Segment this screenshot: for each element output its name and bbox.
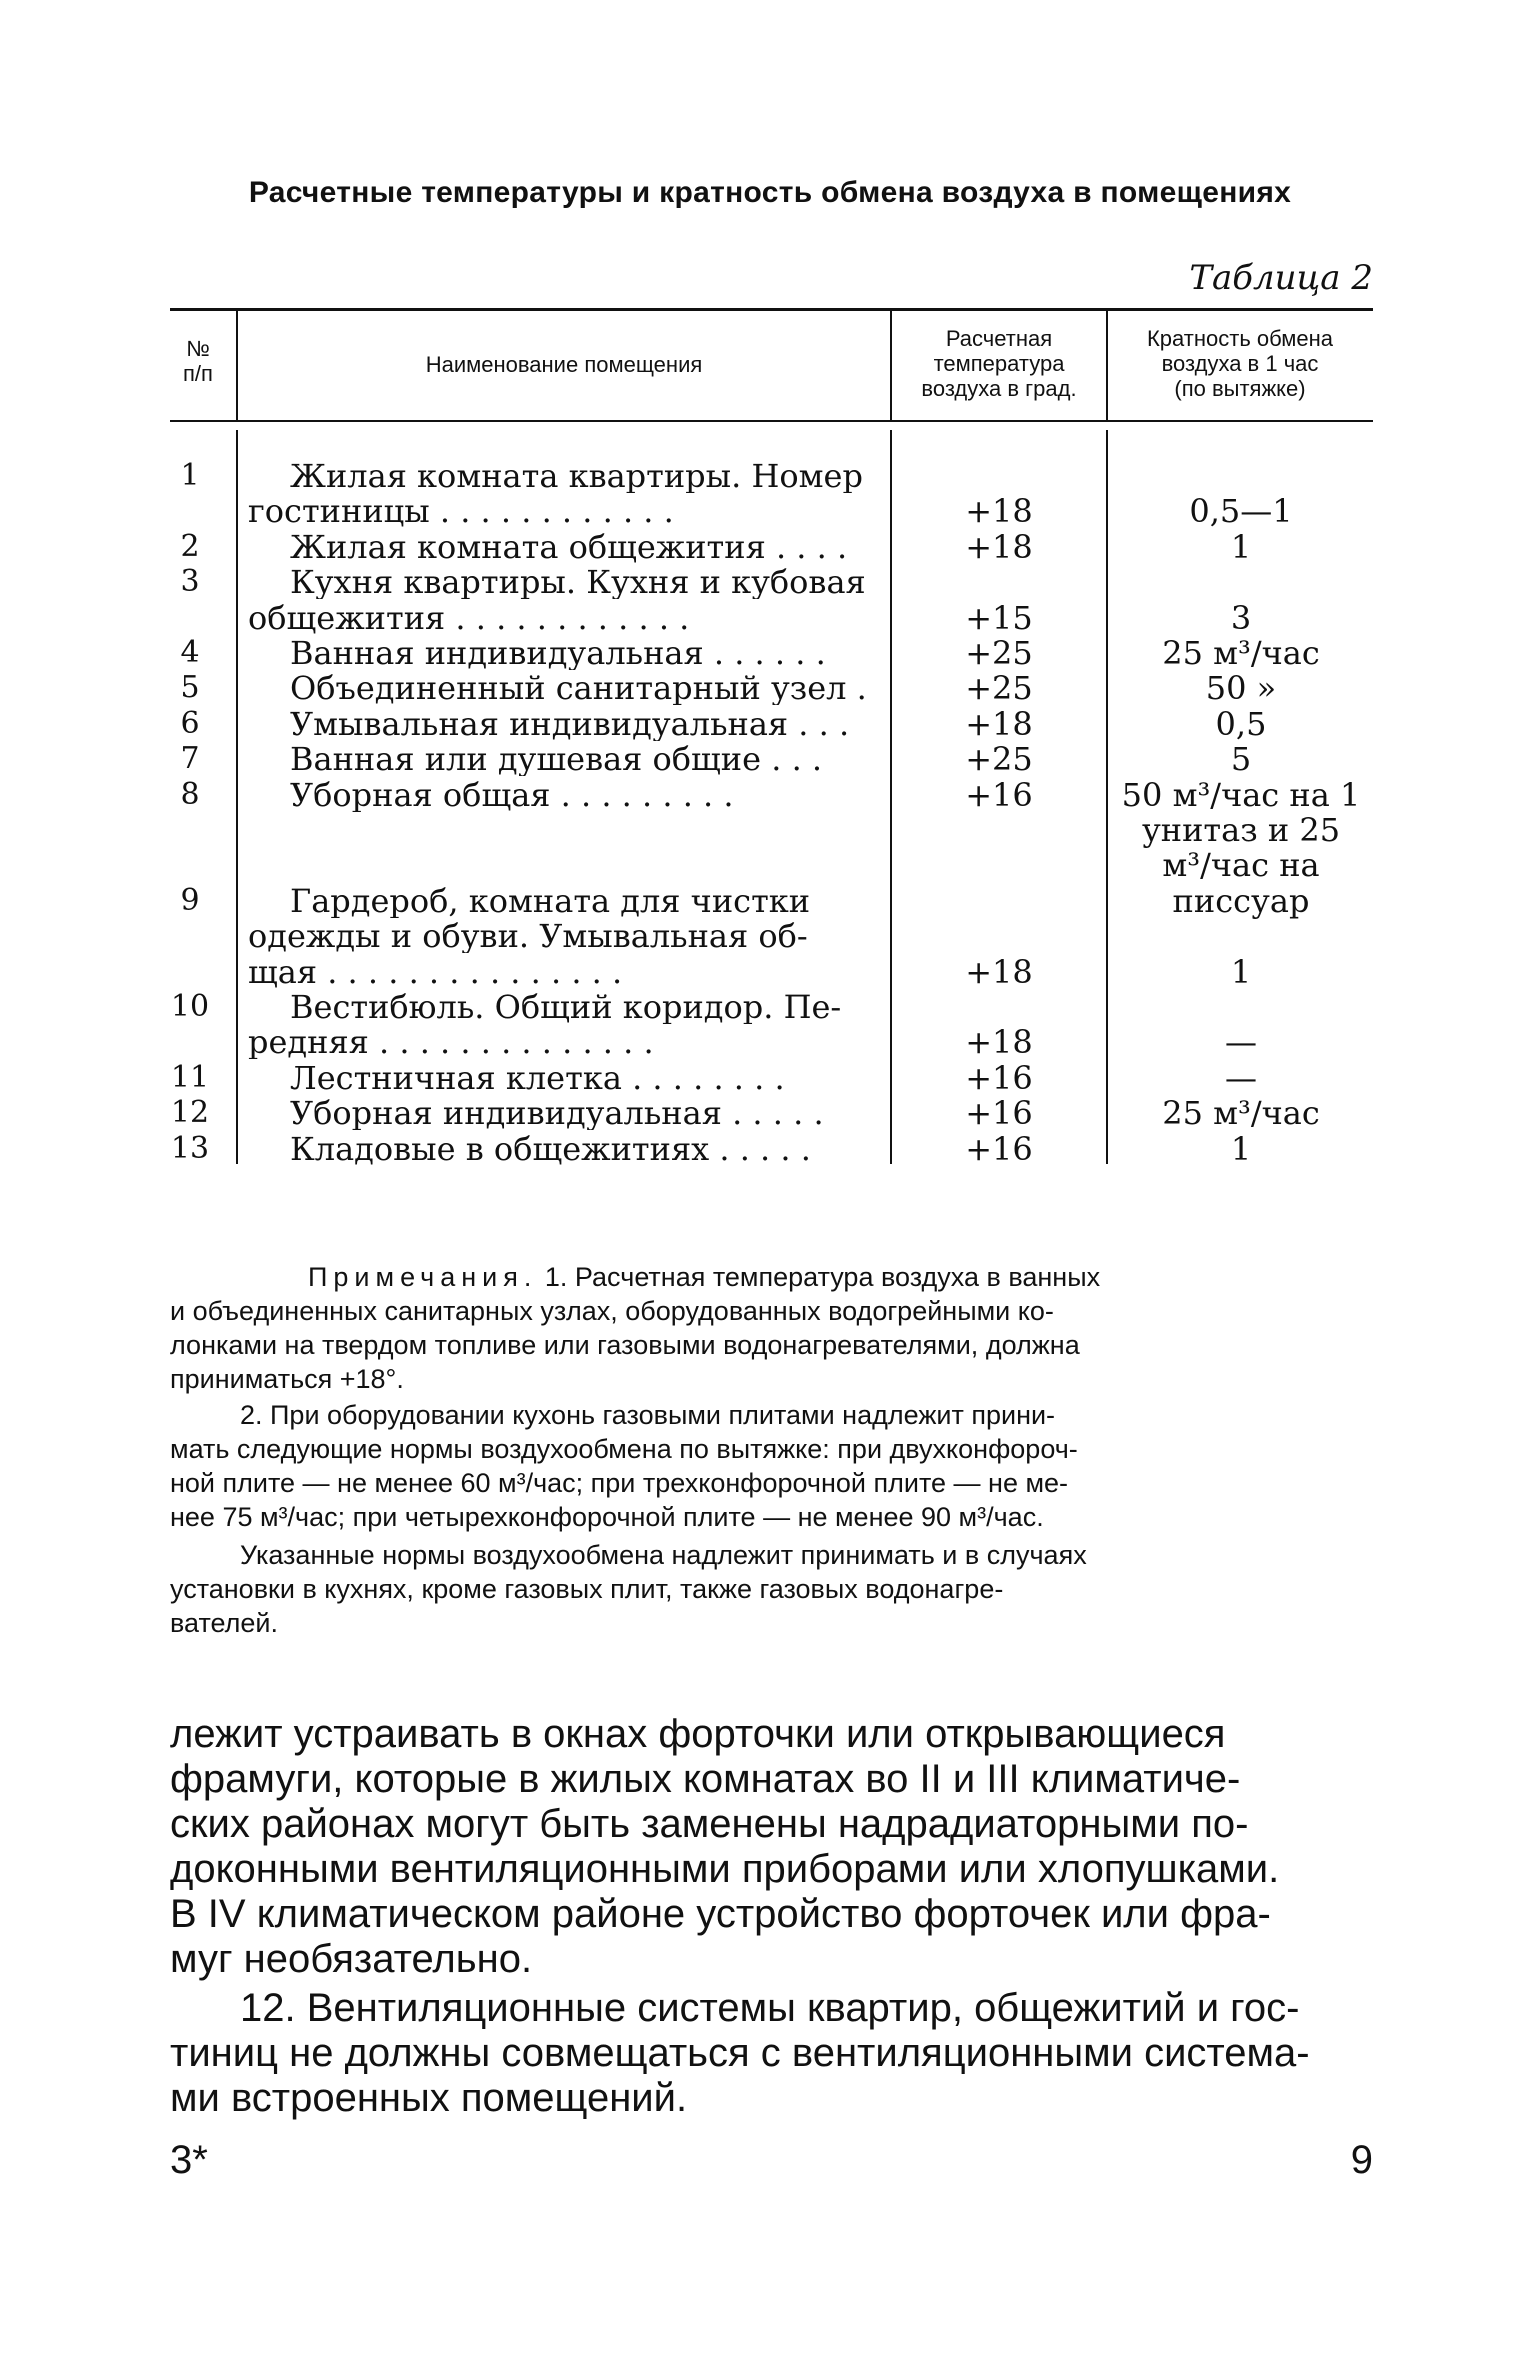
room-name: Вестибюль. Общий коридор. Пе- (290, 990, 842, 1024)
room-name: Уборная общая . . . . . . . . . (290, 778, 734, 812)
row-number: 11 (170, 1060, 210, 1095)
exchange-rate-value: 0,5 (1215, 705, 1267, 743)
body-line: В IV климатическом районе устройство форточек или фра- (170, 1892, 1271, 1936)
exchange-rate-value: — (1225, 1023, 1257, 1061)
body-line: муг необязательно. (170, 1937, 533, 1981)
row-number: 5 (180, 670, 200, 705)
exchange-rate-value: 25 м³/час (1162, 634, 1320, 672)
row-number: 13 (170, 1131, 210, 1166)
row-number: 7 (180, 741, 200, 776)
row-number: 9 (180, 883, 200, 918)
table-row (0, 1096, 1535, 1130)
temperature-value: +16 (965, 1130, 1033, 1168)
temperature-value: +18 (965, 953, 1033, 991)
table-row (0, 848, 1535, 882)
exchange-rate-value: 1 (1230, 953, 1252, 991)
note-1-line: и объединенных санитарных узлах, оборудованных водогрейными ко- (170, 1296, 1054, 1326)
temperature-value: +25 (965, 740, 1033, 778)
room-name: Умывальная индивидуальная . . . (290, 707, 850, 741)
room-name: Кладовые в общежитиях . . . . . (290, 1132, 811, 1166)
table-row (0, 530, 1535, 564)
temperature-value: +16 (965, 1059, 1033, 1097)
table-row (0, 707, 1535, 741)
table-row (0, 955, 1535, 989)
body-line: ских районах могут быть заменены надрадиаторными по- (170, 1802, 1249, 1846)
note-3-line: установки в кухнях, кроме газовых плит, также газовых водонагре- (170, 1574, 1004, 1604)
table-row (0, 1132, 1535, 1166)
exchange-rate-value: 1 (1230, 1130, 1252, 1168)
table-row (0, 601, 1535, 635)
table-row (0, 671, 1535, 705)
body-line: тиниц не должны совмещаться с вентиляционными система- (170, 2031, 1310, 2075)
table-row (0, 778, 1535, 812)
note-3-line: Указанные нормы воздухообмена надлежит принимать и в случаях (240, 1540, 1087, 1570)
room-name: редняя . . . . . . . . . . . . . . (248, 1025, 654, 1059)
room-name: Жилая комната квартиры. Номер (290, 459, 863, 493)
body-line: фрамуги, которые в жилых комнатах во II и III климатиче- (170, 1757, 1241, 1801)
room-name: гостиницы . . . . . . . . . . . . (248, 494, 674, 528)
table-header-rule (170, 420, 1373, 422)
temperature-value: +25 (965, 634, 1033, 672)
page-number: 9 (1350, 2138, 1373, 2182)
temperature-value: +16 (965, 776, 1033, 814)
room-name: общежития . . . . . . . . . . . . (248, 601, 690, 635)
room-name: Ванная индивидуальная . . . . . . (290, 636, 826, 670)
table-row (0, 636, 1535, 670)
table-row (0, 494, 1535, 528)
exchange-rate-value: унитаз и 25 (1141, 811, 1341, 849)
exchange-rate-value: 50 м³/час на 1 (1121, 776, 1361, 814)
table-number-label: Таблица 2 (1189, 258, 1373, 298)
temperature-value: +25 (965, 669, 1033, 707)
note-3-line: вателей. (170, 1608, 278, 1638)
table-row (0, 813, 1535, 847)
header-number: № п/п (183, 336, 213, 386)
row-number: 6 (180, 706, 200, 741)
row-number: 10 (170, 989, 210, 1024)
temperature-value: +18 (965, 492, 1033, 530)
exchange-rate-value: 50 » (1205, 669, 1277, 707)
table-row (0, 1025, 1535, 1059)
table-row (0, 990, 1535, 1024)
exchange-rate-value: 1 (1230, 528, 1252, 566)
room-name: Объединенный санитарный узел . (290, 671, 867, 705)
row-number: 1 (180, 458, 200, 493)
table-top-rule (170, 308, 1373, 311)
body-line: лежит устраивать в окнах форточки или открывающиеся (170, 1712, 1226, 1756)
note-2-line: ной плите — не менее 60 м³/час; при трехконфорочной плите — не ме- (170, 1468, 1069, 1498)
note-2-line: нее 75 м³/час; при четырехконфорочной плите — не менее 90 м³/час. (170, 1502, 1044, 1532)
temperature-value: +18 (965, 528, 1033, 566)
body-line: доконными вентиляционными приборами или хлопушками. (170, 1847, 1280, 1891)
note-2-line: 2. При оборудовании кухонь газовыми плитами надлежит прини- (240, 1400, 1056, 1430)
row-number: 3 (180, 564, 200, 599)
row-number: 8 (180, 777, 200, 812)
notes-heading: Примечания. (308, 1262, 538, 1292)
header-room-name: Наименование помещения (425, 352, 703, 377)
exchange-rate-value: м³/час на (1162, 846, 1320, 884)
room-name: одежды и обуви. Умывальная об- (248, 919, 808, 953)
body-line: 12. Вентиляционные системы квартир, общежитий и гос- (240, 1986, 1300, 2030)
note-2-line: мать следующие нормы воздухообмена по вытяжке: при двухконфороч- (170, 1434, 1078, 1464)
exchange-rate-value: 25 м³/час (1162, 1094, 1320, 1132)
table-row (0, 459, 1535, 493)
exchange-rate-value: 3 (1230, 599, 1252, 637)
table-title: Расчетные температуры и кратность обмена воздуха в помещениях (248, 176, 1292, 209)
exchange-rate-value: — (1225, 1059, 1257, 1097)
exchange-rate-value: 0,5—1 (1189, 492, 1293, 530)
room-name: щая . . . . . . . . . . . . . . . (248, 955, 623, 989)
body-line: ми встроенных помещений. (170, 2076, 688, 2120)
header-temperature: Расчетная температура воздуха в град. (921, 326, 1077, 401)
room-name: Уборная индивидуальная . . . . . (290, 1096, 824, 1130)
temperature-value: +18 (965, 1023, 1033, 1061)
room-name: Жилая комната общежития . . . . (290, 530, 848, 564)
row-number: 12 (170, 1095, 210, 1130)
temperature-value: +18 (965, 705, 1033, 743)
header-exchange-rate: Кратность обмена воздуха в 1 час (по вытяжке) (1146, 326, 1333, 401)
row-number: 2 (180, 529, 200, 564)
table-row (0, 1061, 1535, 1095)
table-row (0, 565, 1535, 599)
room-name: Лестничная клетка . . . . . . . . (290, 1061, 785, 1095)
notes-line (308, 1262, 1100, 1293)
table-row (0, 919, 1535, 953)
temperature-value: +16 (965, 1094, 1033, 1132)
page-signature-mark: 3* (170, 2138, 208, 2182)
note-1-line: лонками на твердом топливе или газовыми водонагревателями, должна (170, 1330, 1080, 1360)
note-1-line: приниматься +18°. (170, 1364, 404, 1394)
room-name: Ванная или душевая общие . . . (290, 742, 823, 776)
note-1-first-line: 1. Расчетная температура воздуха в ванных (544, 1262, 1101, 1292)
exchange-rate-value: писсуар (1172, 882, 1310, 920)
row-number: 4 (180, 635, 200, 670)
exchange-rate-value: 5 (1230, 740, 1252, 778)
table-row (0, 884, 1535, 918)
table-row (0, 742, 1535, 776)
room-name: Кухня квартиры. Кухня и кубовая (290, 565, 866, 599)
temperature-value: +15 (965, 599, 1033, 637)
room-name: Гардероб, комната для чистки (290, 884, 811, 918)
